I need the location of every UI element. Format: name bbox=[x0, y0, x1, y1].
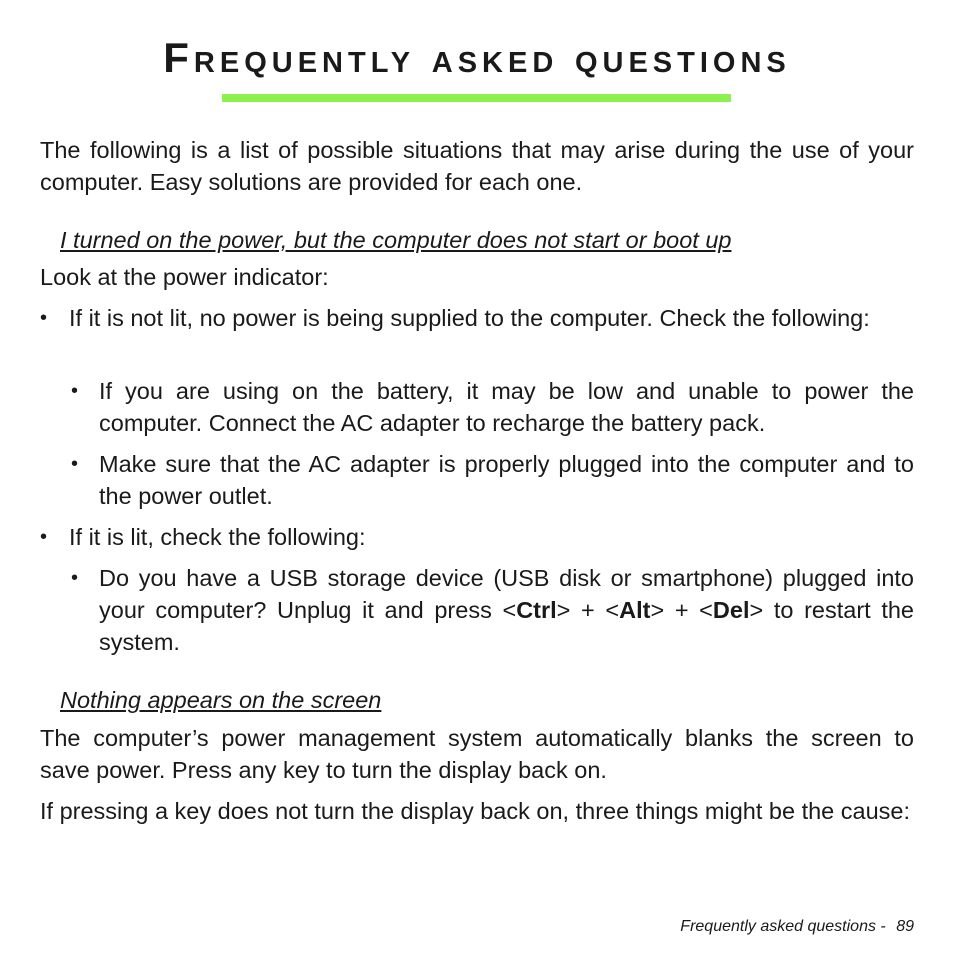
list-item-text: If it is lit, check the following: bbox=[69, 524, 366, 550]
key-del: Del bbox=[712, 597, 750, 623]
list-item bbox=[71, 375, 914, 439]
list-item-text: If you are using on the battery, it may be low and unable to power the computer. Connect the AC adapter to recharge the battery pack. bbox=[99, 378, 914, 436]
question-heading-screen: Nothing appears on the screen bbox=[60, 687, 382, 713]
list-item bbox=[40, 521, 914, 553]
text-run: Do you have a USB storage device (USB disk or smartphone) plugged into your computer? Unplug it and press < bbox=[99, 565, 914, 623]
footer-section-name: Frequently asked questions - bbox=[680, 918, 886, 935]
bullet-marker: • bbox=[71, 567, 79, 589]
key-ctrl: Ctrl bbox=[516, 597, 557, 623]
list-item bbox=[71, 562, 914, 658]
question-heading-power: I turned on the power, but the computer does not start or boot up bbox=[60, 227, 732, 253]
text-run: > + < bbox=[650, 597, 713, 623]
page-footer bbox=[680, 916, 914, 938]
bullet-marker: • bbox=[40, 307, 48, 329]
list-item bbox=[40, 302, 914, 334]
page-title: Frequently asked questions bbox=[163, 34, 791, 81]
intro-paragraph: The following is a list of possible situations that may arise during the use of your computer. Easy solutions are provided for each one. bbox=[40, 137, 914, 195]
bullet-marker: • bbox=[71, 453, 79, 475]
power-management-paragraph: The computer’s power management system automatically blanks the screen to save power. Press any key to turn the display back on. bbox=[40, 725, 914, 783]
list-item bbox=[71, 448, 914, 512]
list-item-text bbox=[99, 565, 914, 655]
text-run: > to restart the system. bbox=[99, 597, 914, 655]
title-underline-bar bbox=[222, 94, 731, 102]
bullet-marker: • bbox=[71, 380, 79, 402]
power-indicator-lead: Look at the power indicator: bbox=[40, 264, 329, 290]
causes-paragraph: If pressing a key does not turn the display back on, three things might be the cause: bbox=[40, 798, 911, 824]
list-item-text: Make sure that the AC adapter is properly plugged into the computer and to the power outlet. bbox=[99, 451, 914, 509]
key-alt: Alt bbox=[619, 597, 651, 623]
bullet-marker: • bbox=[40, 526, 48, 548]
text-run: > + < bbox=[556, 597, 620, 623]
page-number: 89 bbox=[896, 918, 914, 935]
list-item-text: If it is not lit, no power is being supplied to the computer. Check the following: bbox=[69, 305, 870, 331]
